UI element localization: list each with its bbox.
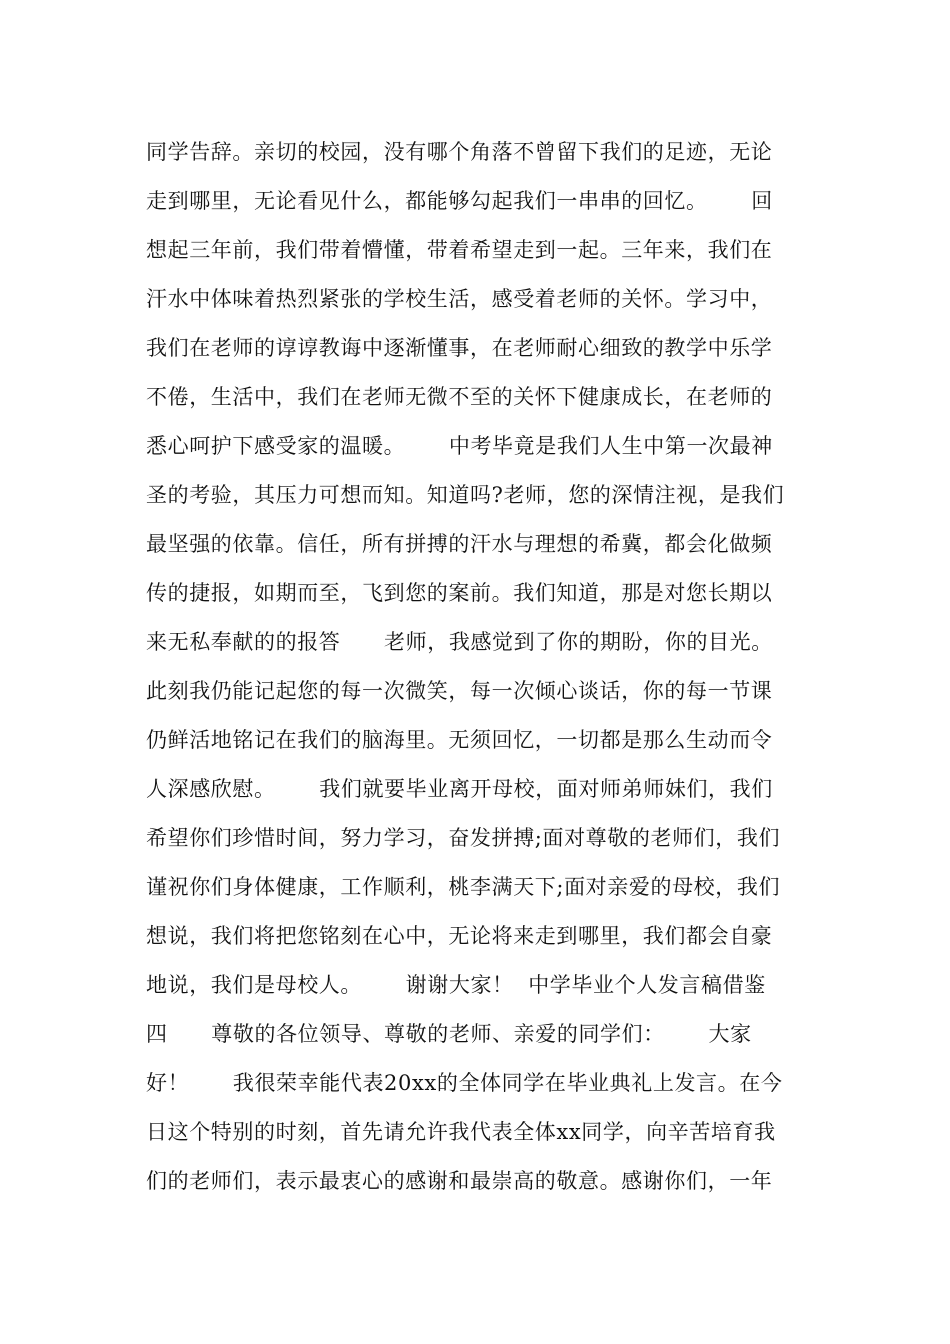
text-line-15: 希望你们珍惜时间，努力学习，奋发拼搏;面对尊敬的老师们，我们	[146, 826, 781, 850]
text-line-2: 走到哪里，无论看见什么，都能够勾起我们一串串的回忆。 回	[146, 189, 773, 213]
text-line-21: 日这个特别的时刻，首先请允许我代表全体xx同学，向辛苦培育我	[146, 1120, 776, 1144]
text-line-9: 最坚强的依靠。信任，所有拼搏的汗水与理想的希冀，都会化做频	[146, 532, 773, 556]
text-line-1: 同学告辞。亲切的校园，没有哪个角落不曾留下我们的足迹，无论	[146, 140, 773, 164]
text-line-17: 想说，我们将把您铭刻在心中，无论将来走到哪里，我们都会自豪	[146, 924, 773, 948]
text-line-7: 悉心呵护下感受家的温暖。 中考毕竟是我们人生中第一次最神	[146, 434, 773, 458]
text-line-14: 人深感欣慰。 我们就要毕业离开母校，面对师弟师妹们，我们	[146, 777, 773, 801]
text-line-5: 我们在老师的谆谆教诲中逐渐懂事，在老师耐心细致的教学中乐学	[146, 336, 773, 360]
text-line-16: 谨祝你们身体健康，工作顺利，桃李满天下;面对亲爱的母校，我们	[146, 875, 781, 899]
text-line-3: 想起三年前，我们带着懵懂，带着希望走到一起。三年来，我们在	[146, 238, 773, 262]
text-line-8: 圣的考验，其压力可想而知。知道吗?老师，您的深情注视，是我们	[146, 483, 785, 507]
text-line-20: 好！ 我很荣幸能代表20xx的全体同学在毕业典礼上发言。在今	[146, 1071, 783, 1095]
text-line-6: 不倦，生活中，我们在老师无微不至的关怀下健康成长，在老师的	[146, 385, 773, 409]
text-line-19: 四 尊敬的各位领导、尊敬的老师、亲爱的同学们： 大家	[146, 1022, 752, 1046]
text-line-18: 地说，我们是母校人。 谢谢大家！ 中学毕业个人发言稿借鉴	[146, 973, 766, 997]
text-line-11: 来无私奉献的的报答 老师，我感觉到了你的期盼，你的目光。	[146, 630, 773, 654]
text-line-13: 仍鲜活地铭记在我们的脑海里。无须回忆，一切都是那么生动而令	[146, 728, 773, 752]
text-line-10: 传的捷报，如期而至，飞到您的案前。我们知道，那是对您长期以	[146, 581, 773, 605]
text-line-12: 此刻我仍能记起您的每一次微笑，每一次倾心谈话，你的每一节课	[146, 679, 773, 703]
text-line-22: 们的老师们，表示最衷心的感谢和最崇高的敬意。感谢你们，一年	[146, 1169, 773, 1193]
text-line-4: 汗水中体味着热烈紧张的学校生活，感受着老师的关怀。学习中，	[146, 287, 773, 311]
body-text	[146, 128, 846, 1206]
